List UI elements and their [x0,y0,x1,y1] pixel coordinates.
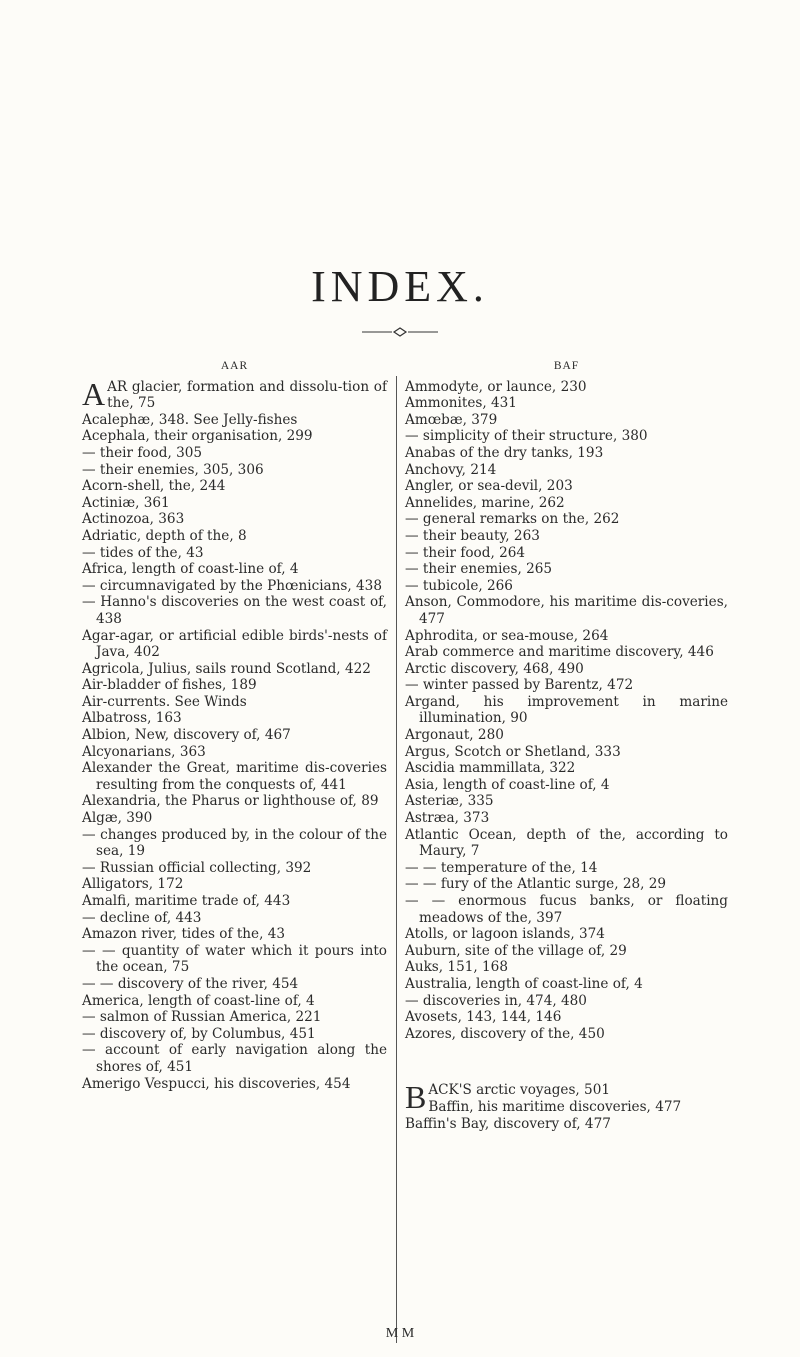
index-entry [405,976,728,993]
index-entry [405,959,728,976]
index-entry-text: Ascidia mammillata, 322 [405,760,576,777]
index-entry [405,628,728,645]
index-entry [82,478,387,495]
drop-cap: B [405,1079,427,1116]
index-entry-text: Anchovy, 214 [405,461,497,478]
index-entry [82,445,387,462]
ornament-divider [362,327,438,337]
index-entry [405,1026,728,1043]
index-entry [405,744,728,761]
index-entry-text: Alexander the Great, maritime dis-coveries resulting from the conquests of, 441 [82,760,387,793]
index-entry [82,876,387,893]
index-entry [405,1099,728,1116]
index-entry [82,744,387,761]
index-entry-text: — Hanno's discoveries on the west coast of, 438 [82,594,387,627]
index-entry-text: — — enormous fucus banks, or floating meadows of the, 397 [405,893,728,926]
index-entry-text: AR glacier, formation and dissolu-tion of the, 75 [107,378,387,412]
index-entry [82,1076,387,1093]
index-entry [405,777,728,794]
index-entry [82,993,387,1010]
index-entry [405,694,728,727]
index-entry [82,860,387,877]
index-entry [405,428,728,445]
index-entry-text: — changes produced by, in the colour of the sea, 19 [82,826,387,860]
index-entry [82,462,387,479]
index-entry-text: Argand, his improvement in marine illumination, 90 [405,693,728,727]
left-column [82,358,387,1092]
index-entry [405,462,728,479]
index-entry-text: Algæ, 390 [82,810,153,827]
index-entry [405,993,728,1010]
right-entry-list [405,379,728,1043]
index-entry [405,545,728,562]
index-entry [82,628,387,661]
index-entry-text: Acephala, their organisation, 299 [82,428,313,445]
index-entry-text: — their food, 305 [82,444,203,461]
index-entry [405,876,728,893]
index-entry-text: Azores, discovery of the, 450 [405,1025,605,1042]
index-entry-text: Baffin's Bay, discovery of, 477 [405,1115,611,1132]
index-entry-text: Auburn, site of the village of, 29 [405,942,627,959]
index-entry [82,1026,387,1043]
index-entry-text: Baffin, his maritime discoveries, 477 [428,1098,682,1115]
index-entry [82,976,387,993]
index-entry-text: Asia, length of coast-line of, 4 [405,776,610,793]
index-entry [405,760,728,777]
index-entry [82,710,387,727]
index-entry [405,661,728,678]
index-entry-text: — tides of the, 43 [82,544,204,561]
index-entry-text: — their beauty, 263 [405,527,540,544]
index-entry [82,428,387,445]
index-entry [82,545,387,562]
index-entry-text: Astræa, 373 [405,810,490,827]
index-entry-text: Adriatic, depth of the, 8 [82,527,247,544]
index-entry-text: — discovery of, by Columbus, 451 [82,1025,316,1042]
index-entry [82,910,387,927]
index-entry-text: Argus, Scotch or Shetland, 333 [405,743,621,760]
index-entry-text: Acalephæ, 348. See Jelly-fishes [82,411,298,428]
index-entry [405,893,728,926]
index-entry-text: America, length of coast-line of, 4 [82,992,315,1009]
index-entry [405,379,728,396]
index-entry-text: Air-bladder of fishes, 189 [82,677,257,694]
index-entry-text: Air-currents. See Winds [82,693,247,710]
right-column-header: BAF [553,360,580,372]
index-entry-text: Amalfi, maritime trade of, 443 [82,893,291,909]
index-entry-text: Anson, Commodore, his maritime dis-coveries, 477 [405,594,728,627]
index-entry [405,478,728,495]
index-entry-text: — their food, 264 [405,544,526,561]
index-entry-text: — decline of, 443 [82,909,202,926]
index-entry-text: — — discovery of the river, 454 [82,975,299,992]
index-entry-text: — tubicole, 266 [405,577,513,594]
index-entry-text: — discoveries in, 474, 480 [405,992,587,1009]
index-entry-text: Actiniæ, 361 [82,494,170,511]
index-entry-text: Arab commerce and maritime discovery, 446 [405,644,714,661]
index-entry-text: Actinozoa, 363 [82,511,185,528]
drop-cap: A [82,375,106,412]
index-entry-text: Avosets, 143, 144, 146 [405,1009,562,1026]
index-entry [405,395,728,412]
index-entry [405,727,728,744]
index-entry-text: — salmon of Russian America, 221 [82,1009,322,1026]
column-rule [396,376,397,1343]
index-entry [405,860,728,877]
index-entry [82,793,387,810]
index-entry [405,561,728,578]
index-entry-text: Angler, or sea-devil, 203 [405,478,573,495]
index-entry-text: Agricola, Julius, sails round Scotland, 422 [82,660,371,677]
index-entry [82,528,387,545]
right-entry-list-b [405,1079,728,1132]
index-entry [405,1116,728,1133]
index-entry [82,943,387,976]
index-entry [405,1009,728,1026]
index-entry-text: Acorn-shell, the, 244 [82,478,226,495]
index-entry [405,677,728,694]
index-entry [82,760,387,793]
index-entry-text: Ammodyte, or launce, 230 [405,378,587,395]
index-entry [82,495,387,512]
index-entry-text: — circumnavigated by the Phœnicians, 438 [82,577,382,594]
index-entry-text: Ammonites, 431 [405,395,517,412]
index-entry-text: — Russian official collecting, 392 [82,859,312,876]
index-entry-text: Africa, length of coast-line of, 4 [82,561,299,578]
index-entry-text: Amœbæ, 379 [405,411,498,428]
index-entry-text: Aphrodita, or sea-mouse, 264 [405,627,609,644]
index-entry [405,528,728,545]
index-entry [405,594,728,627]
index-entry [82,694,387,711]
index-entry-text: Annelides, marine, 262 [405,494,565,511]
index-entry [405,827,728,860]
index-entry-text: Australia, length of coast-line of, 4 [405,975,643,992]
index-entry-text: — — quantity of water which it pours into the ocean, 75 [82,942,387,976]
index-entry [405,578,728,595]
index-entry-text: Amazon river, tides of the, 43 [82,926,286,943]
index-entry-text: — — fury of the Atlantic surge, 28, 29 [405,876,667,893]
index-entry [405,644,728,661]
index-entry [82,1042,387,1075]
index-entry [82,810,387,827]
index-entry-text: — account of early navigation along the shores of, 451 [82,1042,387,1075]
index-entry [82,511,387,528]
index-entry-text: — general remarks on the, 262 [405,511,620,528]
index-entry [82,578,387,595]
index-entry-text: Asteriæ, 335 [405,793,494,810]
index-entry [405,793,728,810]
index-entry-text: ACK'S arctic voyages, 501 [428,1082,611,1099]
index-entry [405,495,728,512]
index-entry-text: Albion, New, discovery of, 467 [82,727,291,744]
index-entry [82,661,387,678]
index-entry-text: Amerigo Vespucci, his discoveries, 454 [82,1075,351,1092]
index-entry [405,445,728,462]
index-entry [82,594,387,627]
index-entry-text: Alexandria, the Pharus or lighthouse of, 89 [82,793,379,810]
left-entry-list [82,375,387,1093]
index-entry-text: Alcyonarians, 363 [82,743,206,760]
left-column-header: AAR [220,360,249,372]
index-entry-text: Alligators, 172 [82,876,184,893]
right-column [405,358,728,1132]
index-entry [405,926,728,943]
index-entry [82,893,387,910]
index-entry [82,827,387,860]
index-entry-text: Albatross, 163 [82,710,182,727]
index-entry-text: Atlantic Ocean, depth of the, according to Maury, 7 [405,826,728,860]
index-entry [405,412,728,429]
index-entry [82,561,387,578]
index-entry-text: — their enemies, 265 [405,561,553,578]
index-entry [82,677,387,694]
index-entry [405,810,728,827]
index-entry-text: — winter passed by Barentz, 472 [405,677,634,694]
index-entry [82,375,387,412]
index-entry [82,1009,387,1026]
index-entry-text: Atolls, or lagoon islands, 374 [405,926,605,943]
index-entry-text: Anabas of the dry tanks, 193 [405,444,604,461]
page-title: INDEX. [311,262,489,311]
signature-mark: M M [385,1326,415,1341]
index-entry-text: Agar-agar, or artificial edible birds'-nests of Java, 402 [82,627,387,661]
index-entry-text: — simplicity of their structure, 380 [405,428,648,445]
index-entry-text: — their enemies, 305, 306 [82,461,264,478]
index-entry [82,412,387,429]
index-entry [405,943,728,960]
index-entry-text: Arctic discovery, 468, 490 [405,660,584,677]
index-entry [82,926,387,943]
index-entry-text: Argonaut, 280 [405,727,504,744]
index-entry-text: — — temperature of the, 14 [405,859,598,876]
index-entry [82,727,387,744]
index-entry-text: Auks, 151, 168 [405,959,508,976]
index-entry [405,511,728,528]
